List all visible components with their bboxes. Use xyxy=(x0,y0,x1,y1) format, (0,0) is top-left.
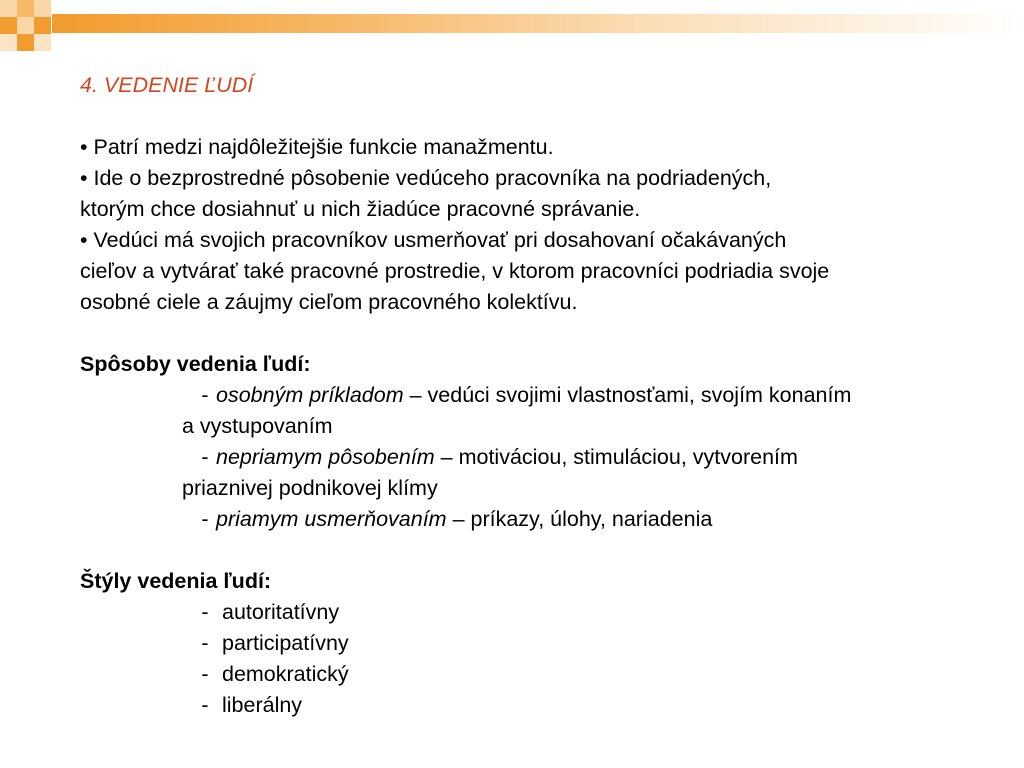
deco-square xyxy=(34,17,51,34)
dash: - xyxy=(201,662,209,686)
style-item xyxy=(80,690,1000,721)
deco-square xyxy=(0,0,17,17)
deco-square xyxy=(17,17,34,34)
method-desc: – motiváciou, stimuláciou, vytvorením xyxy=(434,445,798,469)
dash: - xyxy=(201,631,209,655)
style-label: liberálny xyxy=(221,693,303,717)
method-continuation: a vystupovaním xyxy=(182,414,333,438)
method-item xyxy=(80,380,1000,411)
style-item xyxy=(80,659,1000,690)
method-term: priamym usmerňovaním xyxy=(216,507,447,531)
deco-square xyxy=(0,34,17,51)
deco-square xyxy=(17,0,34,17)
style-item xyxy=(80,597,1000,628)
dash: - xyxy=(201,383,209,407)
method-desc: – príkazy, úlohy, nariadenia xyxy=(446,507,713,531)
method-item xyxy=(80,442,1000,473)
methods-heading: Spôsoby vedenia ľudí: xyxy=(80,352,311,376)
bullet-line: • Ide o bezprostredné pôsobenie vedúceho pracovníka na podriadených, xyxy=(80,166,772,190)
deco-square xyxy=(0,17,17,34)
deco-square xyxy=(34,34,51,51)
style-item xyxy=(80,628,1000,659)
method-continuation: priaznivej podnikovej klímy xyxy=(182,476,438,500)
style-label: autoritatívny xyxy=(221,600,340,624)
dash: - xyxy=(201,507,209,531)
styles-heading: Štýly vedenia ľudí: xyxy=(80,569,272,593)
method-term: osobným príkladom xyxy=(216,383,404,407)
header-gradient-bar xyxy=(52,14,1024,33)
method-term: nepriamym pôsobením xyxy=(216,445,435,469)
deco-square xyxy=(17,34,34,51)
dash: - xyxy=(201,693,209,717)
bullet-line: cieľov a vytvárať také pracovné prostredie, v ktorom pracovníci podriadia svoje xyxy=(80,259,830,283)
method-desc: – vedúci svojimi vlastnosťami, svojím konaním xyxy=(403,383,852,407)
slide-content xyxy=(80,70,1000,721)
deco-square xyxy=(34,0,51,17)
bullet-line: • Patrí medzi najdôležitejšie funkcie manažmentu. xyxy=(80,135,554,159)
method-item xyxy=(80,504,1000,535)
bullet-line: • Vedúci má svojich pracovníkov usmerňovať pri dosahovaní očakávaných xyxy=(80,228,787,252)
dash: - xyxy=(201,445,209,469)
bullet-line: ktorým chce dosiahnuť u nich žiadúce pracovné správanie. xyxy=(80,197,641,221)
dash: - xyxy=(201,600,209,624)
style-label: participatívny xyxy=(221,631,349,655)
bullet-line: osobné ciele a záujmy cieľom pracovného kolektívu. xyxy=(80,290,578,314)
slide-title: 4. VEDENIE ĽUDÍ xyxy=(80,73,254,97)
style-label: demokratický xyxy=(221,662,349,686)
